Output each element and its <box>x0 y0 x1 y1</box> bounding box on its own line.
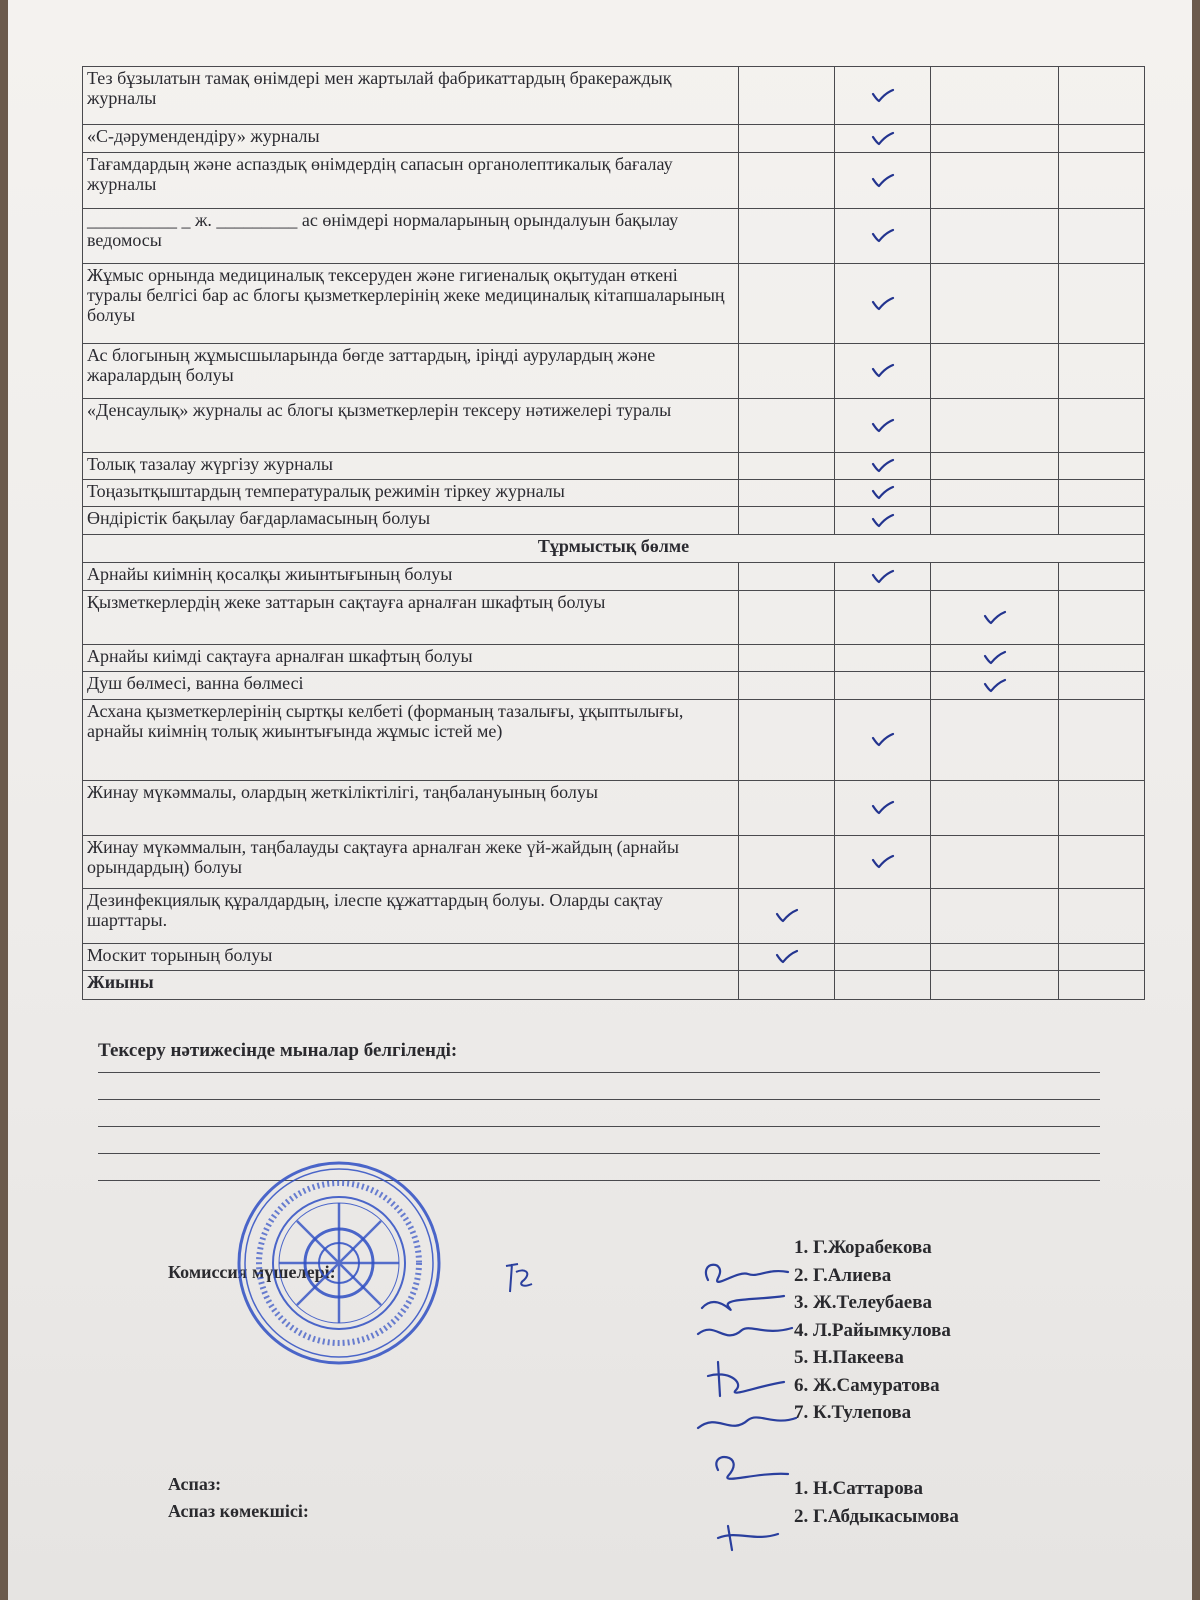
checklist-row <box>83 645 1145 672</box>
results-line <box>98 1072 1100 1073</box>
assessment-cell-4 <box>1059 264 1145 344</box>
assessment-cell-2 <box>835 399 931 453</box>
check-icon <box>871 854 895 870</box>
criterion-text: Дезинфекциялық құралдардың, ілеспе құжаттардың болуы. Оларды сақтау шарттары. <box>83 889 739 944</box>
assessment-cell-2 <box>835 971 931 1000</box>
assessment-cell-3 <box>931 591 1059 645</box>
assessment-cell-1 <box>739 672 835 700</box>
assessment-cell-2 <box>835 645 931 672</box>
criterion-text: «С-дәрумендендіру» журналы <box>83 125 739 153</box>
assessment-cell-4 <box>1059 125 1145 153</box>
assessment-cell-3 <box>931 209 1059 264</box>
commission-member: 5. Н.Пакеева <box>794 1347 904 1368</box>
assessment-cell-4 <box>1059 971 1145 1000</box>
assessment-cell-2 <box>835 889 931 944</box>
assessment-cell-1 <box>739 700 835 781</box>
kitchen-staff-list <box>794 1475 959 1530</box>
assessment-cell-3 <box>931 563 1059 591</box>
commission-member: 2. Г.Алиева <box>794 1264 892 1286</box>
criterion-text: Жинау мүкәммалы, олардың жеткіліктілігі, таңбалануының болуы <box>83 781 739 836</box>
check-icon <box>871 296 895 312</box>
chairman-signature <box>502 1258 542 1298</box>
assessment-cell-2 <box>835 944 931 971</box>
cook-helper-label: Аспаз көмекшісі: <box>168 1501 309 1521</box>
assessment-cell-3 <box>931 971 1059 1000</box>
staff-member: 1. Н.Саттарова <box>794 1478 924 1499</box>
assessment-cell-1 <box>739 781 835 836</box>
checklist-row <box>83 889 1145 944</box>
assessment-cell-1 <box>739 153 835 209</box>
checklist-row <box>83 700 1145 781</box>
commission-member: 6. Ж.Самуратова <box>794 1374 940 1396</box>
total-label: Жиыны <box>83 971 739 1000</box>
commission-member: 7. К.Тулепова <box>794 1402 912 1423</box>
assessment-cell-1 <box>739 209 835 264</box>
assessment-cell-3 <box>931 507 1059 535</box>
checklist-row <box>83 344 1145 399</box>
assessment-cell-4 <box>1059 344 1145 399</box>
assessment-cell-3 <box>931 944 1059 971</box>
assessment-cell-1 <box>739 125 835 153</box>
check-icon <box>871 569 895 585</box>
check-icon <box>871 513 895 529</box>
assessment-cell-2 <box>835 836 931 889</box>
checklist-row <box>83 672 1145 700</box>
checklist-row <box>83 507 1145 535</box>
assessment-cell-1 <box>739 507 835 535</box>
assessment-cell-1 <box>739 563 835 591</box>
assessment-cell-4 <box>1059 836 1145 889</box>
criterion-text: Тоңазытқыштардың температуралық режимін тіркеу журналы <box>83 480 739 507</box>
checklist-row <box>83 399 1145 453</box>
results-heading: Тексеру нәтижесінде мыналар белгіленді: <box>98 1040 458 1061</box>
assessment-cell-3 <box>931 700 1059 781</box>
assessment-cell-4 <box>1059 563 1145 591</box>
check-icon <box>871 228 895 244</box>
assessment-cell-2 <box>835 453 931 480</box>
criterion-text: Тағамдардың және аспаздық өнімдердің сапасын органолептикалық бағалау журналы <box>83 153 739 209</box>
assessment-cell-1 <box>739 645 835 672</box>
commission-members-list <box>794 1234 951 1427</box>
checklist-row <box>83 67 1145 125</box>
assessment-cell-2 <box>835 480 931 507</box>
checklist-row <box>83 125 1145 153</box>
criterion-text: Жинау мүкәммалын, таңбалауды сақтауға арналған жеке үй-жайдың (арнайы орындардың) болуы <box>83 836 739 889</box>
assessment-cell-2 <box>835 507 931 535</box>
checklist-row <box>83 836 1145 889</box>
assessment-cell-4 <box>1059 480 1145 507</box>
assessment-cell-4 <box>1059 507 1145 535</box>
assessment-cell-1 <box>739 591 835 645</box>
check-icon <box>871 458 895 474</box>
checklist-row <box>83 563 1145 591</box>
assessment-cell-1 <box>739 944 835 971</box>
staff-member: 2. Г.Абдыкасымова <box>794 1505 959 1527</box>
assessment-cell-3 <box>931 125 1059 153</box>
criterion-text: Арнайы киімнің қосалқы жиынтығының болуы <box>83 563 739 591</box>
assessment-cell-3 <box>931 67 1059 125</box>
assessment-cell-2 <box>835 264 931 344</box>
assessment-cell-1 <box>739 971 835 1000</box>
assessment-cell-4 <box>1059 399 1145 453</box>
results-line <box>98 1099 1100 1100</box>
checklist-row <box>83 944 1145 971</box>
member-signatures <box>688 1250 808 1560</box>
assessment-cell-4 <box>1059 67 1145 125</box>
criterion-text: Жұмыс орнында медициналық тексеруден және гигиеналық оқытудан өткені туралы белгісі бар ас блогы қызметкерлерінің жеке медициналық кітапшаларының болуы <box>83 264 739 344</box>
assessment-cell-3 <box>931 480 1059 507</box>
checklist-row <box>83 781 1145 836</box>
assessment-cell-1 <box>739 480 835 507</box>
check-icon <box>871 173 895 189</box>
section-heading: Тұрмыстық бөлме <box>83 535 1145 563</box>
assessment-cell-1 <box>739 399 835 453</box>
assessment-cell-1 <box>739 889 835 944</box>
check-icon <box>871 131 895 147</box>
assessment-cell-1 <box>739 67 835 125</box>
commission-member: 4. Л.Райымкулова <box>794 1319 951 1341</box>
assessment-cell-1 <box>739 836 835 889</box>
cook-label: Аспаз: <box>168 1474 222 1494</box>
assessment-cell-2 <box>835 344 931 399</box>
assessment-cell-3 <box>931 153 1059 209</box>
results-line <box>98 1126 1100 1127</box>
assessment-cell-4 <box>1059 944 1145 971</box>
assessment-cell-2 <box>835 209 931 264</box>
checklist-row <box>83 153 1145 209</box>
assessment-cell-1 <box>739 344 835 399</box>
assessment-cell-2 <box>835 67 931 125</box>
assessment-cell-1 <box>739 264 835 344</box>
criterion-text: Асхана қызметкерлерінің сыртқы келбеті (форманың тазалығы, ұқыптылығы, арнайы киімнің толық жиынтығында жұмыс істей ме) <box>83 700 739 781</box>
commission-member: 1. Г.Жорабекова <box>794 1237 932 1258</box>
assessment-cell-4 <box>1059 889 1145 944</box>
checklist-row <box>83 209 1145 264</box>
assessment-cell-3 <box>931 264 1059 344</box>
assessment-cell-4 <box>1059 153 1145 209</box>
criterion-text: Душ бөлмесі, ванна бөлмесі <box>83 672 739 700</box>
check-icon <box>983 650 1007 666</box>
criterion-text: Қызметкерлердің жеке заттарын сақтауға арналған шкафтың болуы <box>83 591 739 645</box>
assessment-cell-3 <box>931 399 1059 453</box>
assessment-cell-4 <box>1059 781 1145 836</box>
checklist-row <box>83 480 1145 507</box>
check-icon <box>871 88 895 104</box>
assessment-cell-3 <box>931 453 1059 480</box>
check-icon <box>983 678 1007 694</box>
check-icon <box>775 949 799 965</box>
assessment-cell-2 <box>835 700 931 781</box>
assessment-cell-4 <box>1059 700 1145 781</box>
check-icon <box>871 418 895 434</box>
criterion-text: Ас блогының жұмысшыларында бөгде заттардың, іріңді аурулардың және жаралардың болуы <box>83 344 739 399</box>
assessment-cell-2 <box>835 672 931 700</box>
assessment-cell-2 <box>835 153 931 209</box>
criterion-text: Өндірістік бақылау бағдарламасының болуы <box>83 507 739 535</box>
checklist-row <box>83 591 1145 645</box>
assessment-cell-4 <box>1059 453 1145 480</box>
assessment-cell-3 <box>931 645 1059 672</box>
criterion-text: Толық тазалау жүргізу журналы <box>83 453 739 480</box>
assessment-cell-4 <box>1059 645 1145 672</box>
commission-member: 3. Ж.Телеубаева <box>794 1292 932 1313</box>
results-line <box>98 1153 1100 1154</box>
check-icon <box>871 485 895 501</box>
checklist-row <box>83 264 1145 344</box>
check-icon <box>871 800 895 816</box>
total-row <box>83 971 1145 1000</box>
document-page <box>8 0 1192 1600</box>
criterion-text: Арнайы киімді сақтауға арналған шкафтың болуы <box>83 645 739 672</box>
official-seal-stamp <box>234 1158 444 1368</box>
assessment-cell-4 <box>1059 591 1145 645</box>
assessment-cell-1 <box>739 453 835 480</box>
assessment-cell-4 <box>1059 672 1145 700</box>
check-icon <box>871 732 895 748</box>
checklist-row <box>83 453 1145 480</box>
assessment-cell-2 <box>835 591 931 645</box>
assessment-cell-4 <box>1059 209 1145 264</box>
section-row <box>83 535 1145 563</box>
assessment-cell-2 <box>835 125 931 153</box>
assessment-cell-2 <box>835 781 931 836</box>
criterion-text: Тез бұзылатын тамақ өнімдері мен жартылай фабрикаттардың бракераждық журналы <box>83 67 739 125</box>
check-icon <box>983 610 1007 626</box>
assessment-cell-3 <box>931 836 1059 889</box>
criterion-text: __________ _ ж. _________ ас өнімдері нормаларының орындалуын бақылау ведомосы <box>83 209 739 264</box>
assessment-cell-3 <box>931 889 1059 944</box>
check-icon <box>775 908 799 924</box>
check-icon <box>871 363 895 379</box>
assessment-cell-3 <box>931 344 1059 399</box>
commission-label: Комиссия мүшелері: <box>168 1262 336 1282</box>
criterion-text: «Денсаулық» журналы ас блогы қызметкерлерін тексеру нәтижелері туралы <box>83 399 739 453</box>
assessment-cell-2 <box>835 563 931 591</box>
checklist-table <box>82 66 1145 1000</box>
assessment-cell-3 <box>931 781 1059 836</box>
assessment-cell-3 <box>931 672 1059 700</box>
criterion-text: Москит торының болуы <box>83 944 739 971</box>
